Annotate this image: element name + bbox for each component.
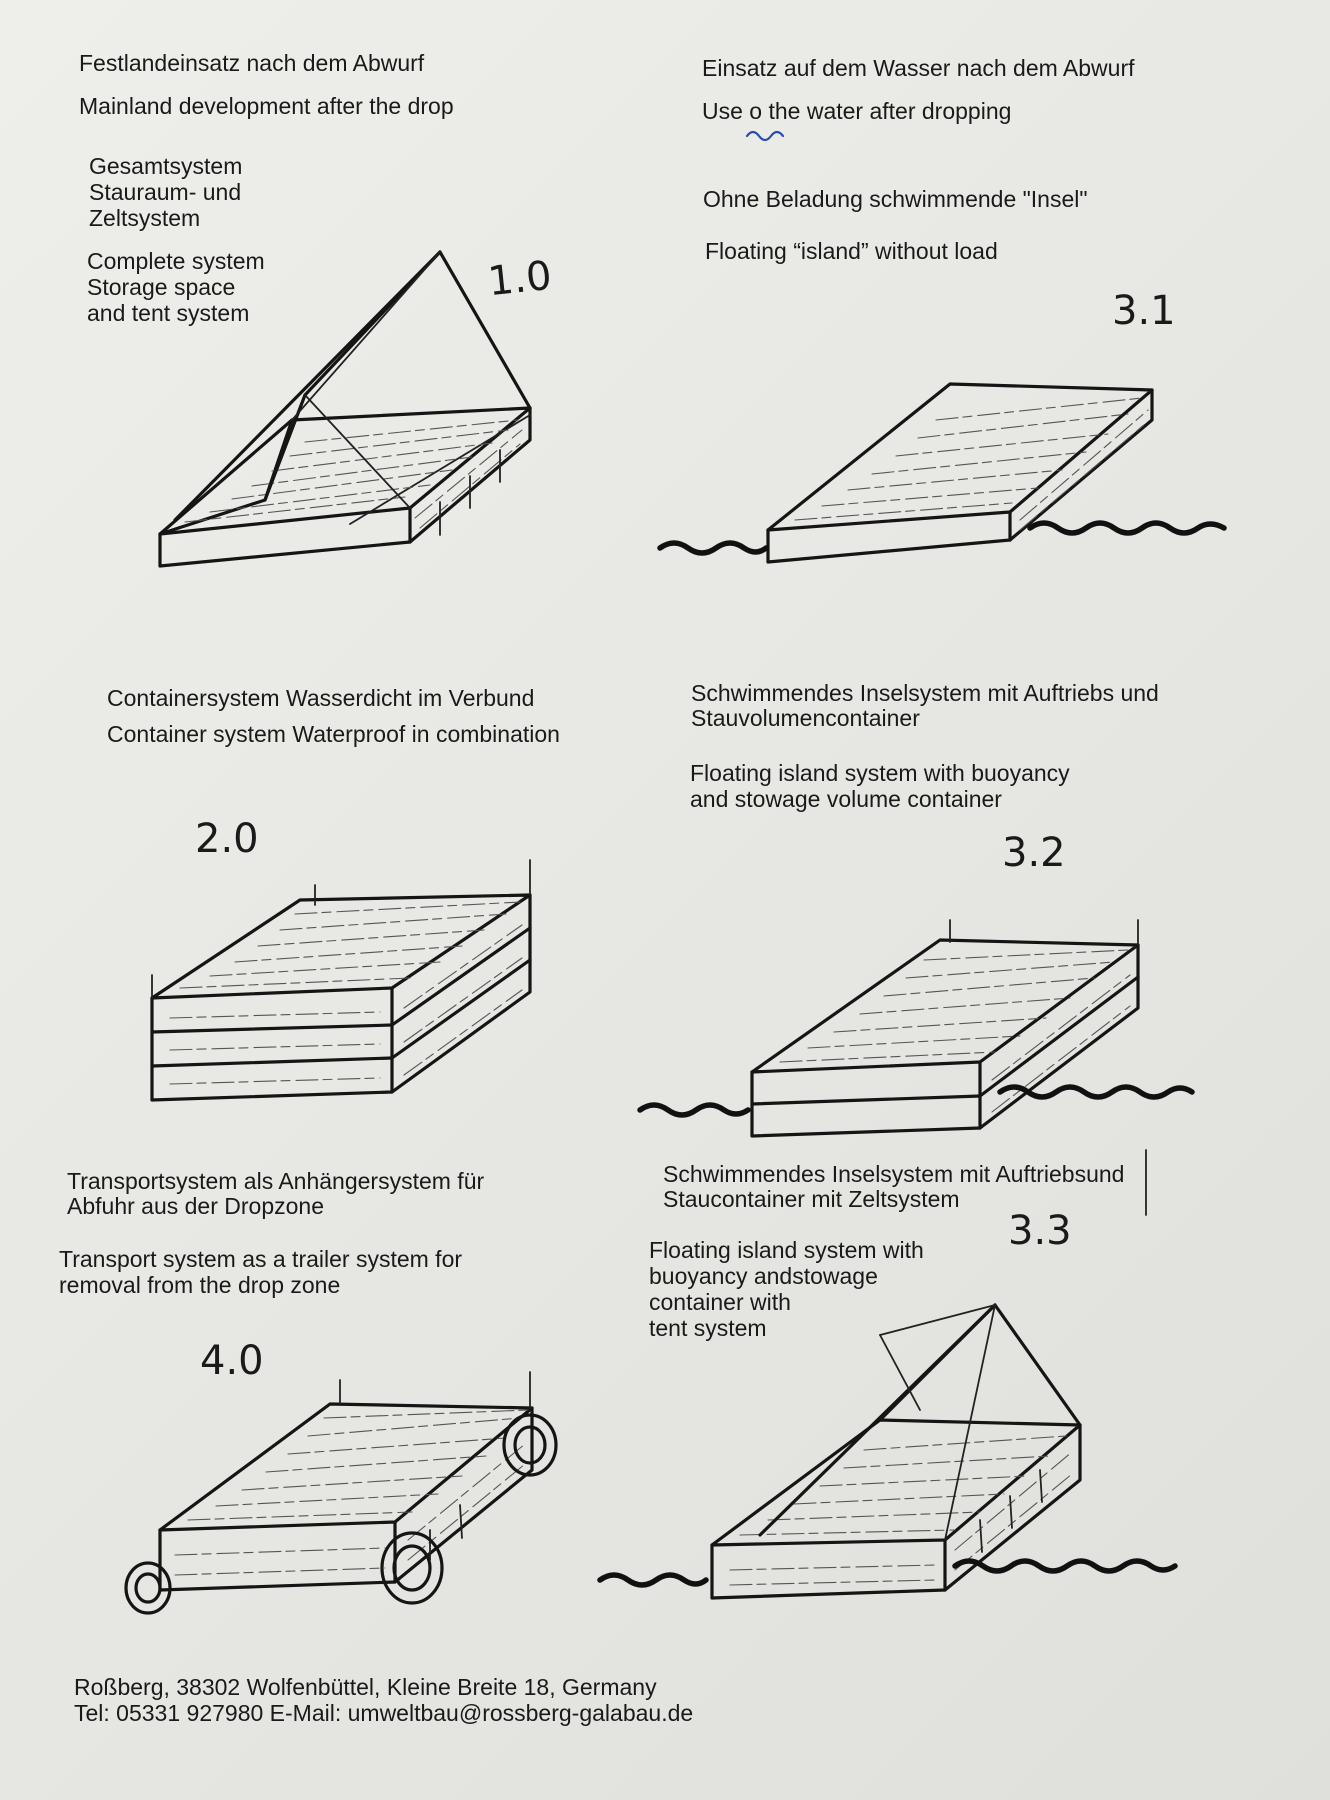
p32-label: 3.2 xyxy=(1002,830,1066,876)
p33-heading-en-2: buoyancy andstowage xyxy=(649,1263,878,1289)
p32-heading-de-2: Stauvolumencontainer xyxy=(691,705,920,731)
p10-sub-en-3: and tent system xyxy=(87,300,250,326)
p10-sub-en-1: Complete system xyxy=(87,248,265,274)
p40-heading-de-1: Transportsystem als Anhängersystem für xyxy=(67,1168,485,1194)
p10-sub-de-3: Zeltsystem xyxy=(89,205,201,231)
p10-label: 1.0 xyxy=(485,252,554,306)
p33-heading-en-3: container with xyxy=(649,1289,791,1315)
p31-sub-de: Ohne Beladung schwimmende "Insel" xyxy=(703,186,1088,212)
sketch-2-0-container-stack xyxy=(152,860,530,1100)
p32-heading-en-1: Floating island system with buoyancy xyxy=(690,760,1070,786)
blue-ink-squiggle xyxy=(747,132,783,140)
p33-heading-de-2: Staucontainer mit Zeltsystem xyxy=(663,1186,960,1212)
sketch-3-2-floating-containers xyxy=(640,920,1192,1136)
p10-heading-de: Festlandeinsatz nach dem Abwurf xyxy=(79,50,425,76)
p33-heading-en-4: tent system xyxy=(649,1315,767,1341)
p10-sub-de-1: Gesamtsystem xyxy=(89,153,243,179)
p40-heading-en-1: Transport system as a trailer system for xyxy=(59,1246,463,1272)
sketch-1-0-platform-tent xyxy=(160,252,530,566)
p40-heading-en-2: removal from the drop zone xyxy=(59,1272,341,1298)
p20-heading-de: Containersystem Wasserdicht im Verbund xyxy=(107,685,535,711)
sketch-3-3-floating-tent xyxy=(600,1150,1175,1598)
p10-sub-en-2: Storage space xyxy=(87,274,236,300)
p31-heading-de: Einsatz auf dem Wasser nach dem Abwurf xyxy=(702,55,1135,81)
p32-heading-de-1: Schwimmendes Inselsystem mit Auftriebs und xyxy=(691,680,1159,706)
sketch-3-1-floating-island xyxy=(660,384,1224,562)
p31-label: 3.1 xyxy=(1112,288,1176,334)
sketch-4-0-trailer xyxy=(126,1372,556,1613)
p40-heading-de-2: Abfuhr aus der Dropzone xyxy=(67,1193,324,1219)
p33-heading-de-1: Schwimmendes Inselsystem mit Auftriebsund xyxy=(663,1161,1125,1187)
p20-label: 2.0 xyxy=(195,816,259,862)
footer-contact: Tel: 05331 927980 E-Mail: umweltbau@rossberg-galabau.de xyxy=(74,1700,694,1726)
p31-heading-en: Use o the water after dropping xyxy=(702,98,1012,124)
p33-label: 3.3 xyxy=(1008,1208,1072,1254)
p40-label: 4.0 xyxy=(200,1338,264,1384)
p33-heading-en-1: Floating island system with xyxy=(649,1237,924,1263)
p10-sub-de-2: Stauraum- und xyxy=(89,179,242,205)
p10-heading-en: Mainland development after the drop xyxy=(79,93,454,119)
p31-sub-en: Floating “island” without load xyxy=(705,238,998,264)
p20-heading-en: Container system Waterproof in combination xyxy=(107,721,560,747)
p32-heading-en-2: and stowage volume container xyxy=(690,786,1002,812)
footer-address: Roßberg, 38302 Wolfenbüttel, Kleine Breite 18, Germany xyxy=(74,1674,657,1700)
